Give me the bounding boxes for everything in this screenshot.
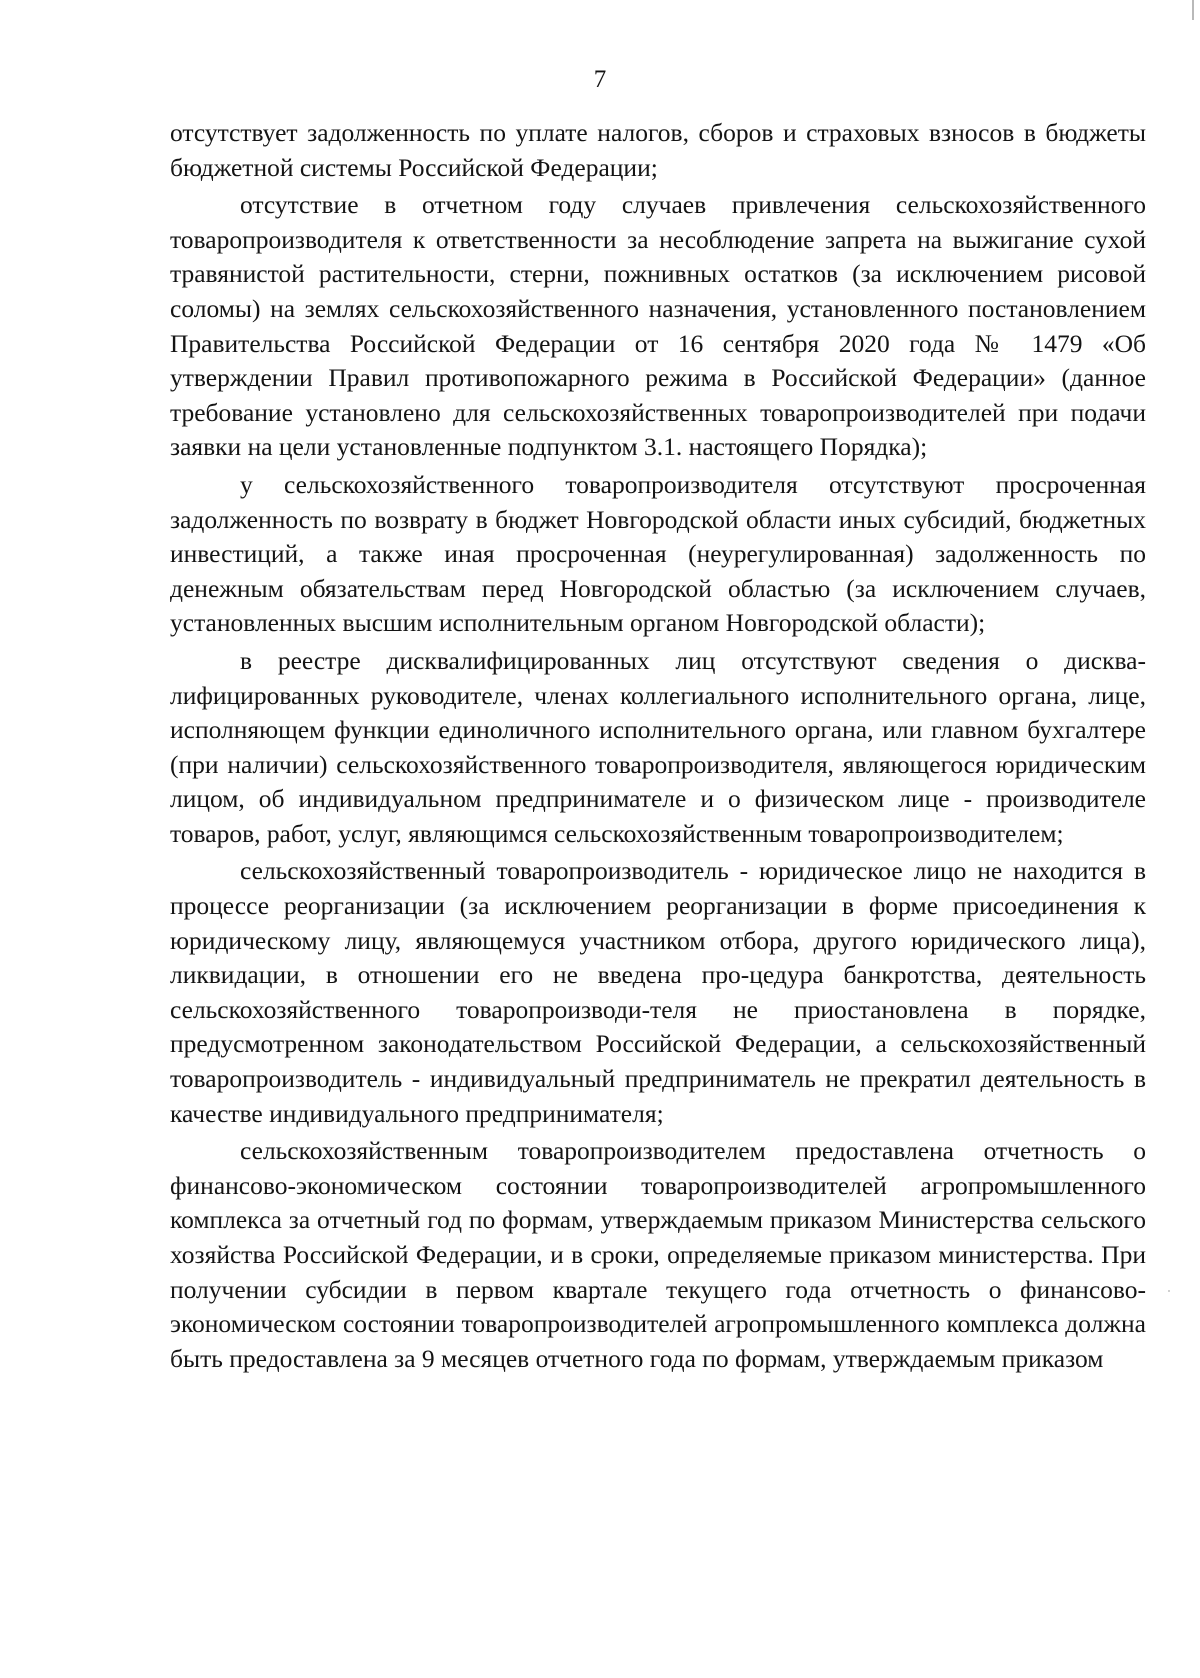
paragraph-burning-ban: отсутствие в отчетном году случаев привлечения сельскохозяйственного товаропроизводителя к ответственности за несоблюдение запрета на выжигание сухой травянистой растительности, стерни, пожнивных остатков (за исключением рисовой соломы) на землях сельскохозяйственного назначения, установленного постановлением Правительства Российской Федерации от 16 сентября 2020 года № 1479 «Об утверждении Правил противопожарного режима в Российской Федерации» (данное требование установлено для сельскохозяйственных товаропроизводителей при подачи заявки на цели установленные подпунктом 3.1. настоящего Порядка); — [170, 190, 1146, 462]
paragraph-tax-debt: отсутствует задолженность по уплате налогов, сборов и страховых взносов в бюджеты бюджетной системы Российской Федерации; — [170, 118, 1146, 182]
paragraph-financial-reporting: сельскохозяйственным товаропроизводителем предоставлена отчетность о финансово-экономическом состоянии товаропроизводителей агропромышленного комплекса за отчетный год по формам, утверждаемым приказом Министерства сельского хозяйства Российской Федерации, и в сроки, определяемые приказом министерства. При получении субсидии в первом квартале текущего года отчетность о финансово-экономическом состоянии товаропроизводителей агропромышленного комплекса должна быть предоставлена за 9 месяцев отчетного года по формам, утверждаемым приказом — [170, 1136, 1146, 1373]
scan-edge-mark — [1192, 0, 1194, 20]
scan-speck — [1168, 1290, 1170, 1292]
paragraph-overdue-debt: у сельскохозяйственного товаропроизводителя отсутствуют просроченная задолженность по возврату в бюджет Новгородской области иных субсидий, бюджетных инвестиций, а также иная просроченная (неурегулированная) задолженность по денежным обязательствам перед Новгородской областью (за исключением случаев, установленных высшим исполнительным органом Новгородской области); — [170, 469, 1146, 638]
page-number: 7 — [593, 66, 607, 93]
paragraph-reorganization: сельскохозяйственный товаропроизводитель - юридическое лицо не находится в процессе реорганизации (за исключением реорганизации в форме присоединения к юридическому лицу, являющемуся участником отбора, другого юридического лица), ликвидации, в отношении его не введена про-цедура банкротства, деятельность сельскохозяйственного товаропроизводи-теля не приостановлена в порядке, предусмотренном законодательством Российской Федерации, а сельскохозяйственный товаропроизводитель - индивидуальный предприниматель не прекратил деятельность в качестве индивидуального предпринимателя; — [170, 856, 1146, 1128]
body-text — [170, 116, 1146, 1379]
paragraph-disqualified-persons: в реестре дисквалифицированных лиц отсутствуют сведения о дисквалифицированных руководителе, членах коллегиального исполнительного органа, лице, исполняющем функции единоличного исполнительного органа, или главном бухгалтере (при наличии) сельскохозяйственного товаропроизводителя, являющегося юридическим лицом, об индивидуальном предпринимателе и о физическом лице - производителе товаров, работ, услуг, являющимся сельскохозяйственным товаропроизводителем; — [170, 645, 1146, 848]
